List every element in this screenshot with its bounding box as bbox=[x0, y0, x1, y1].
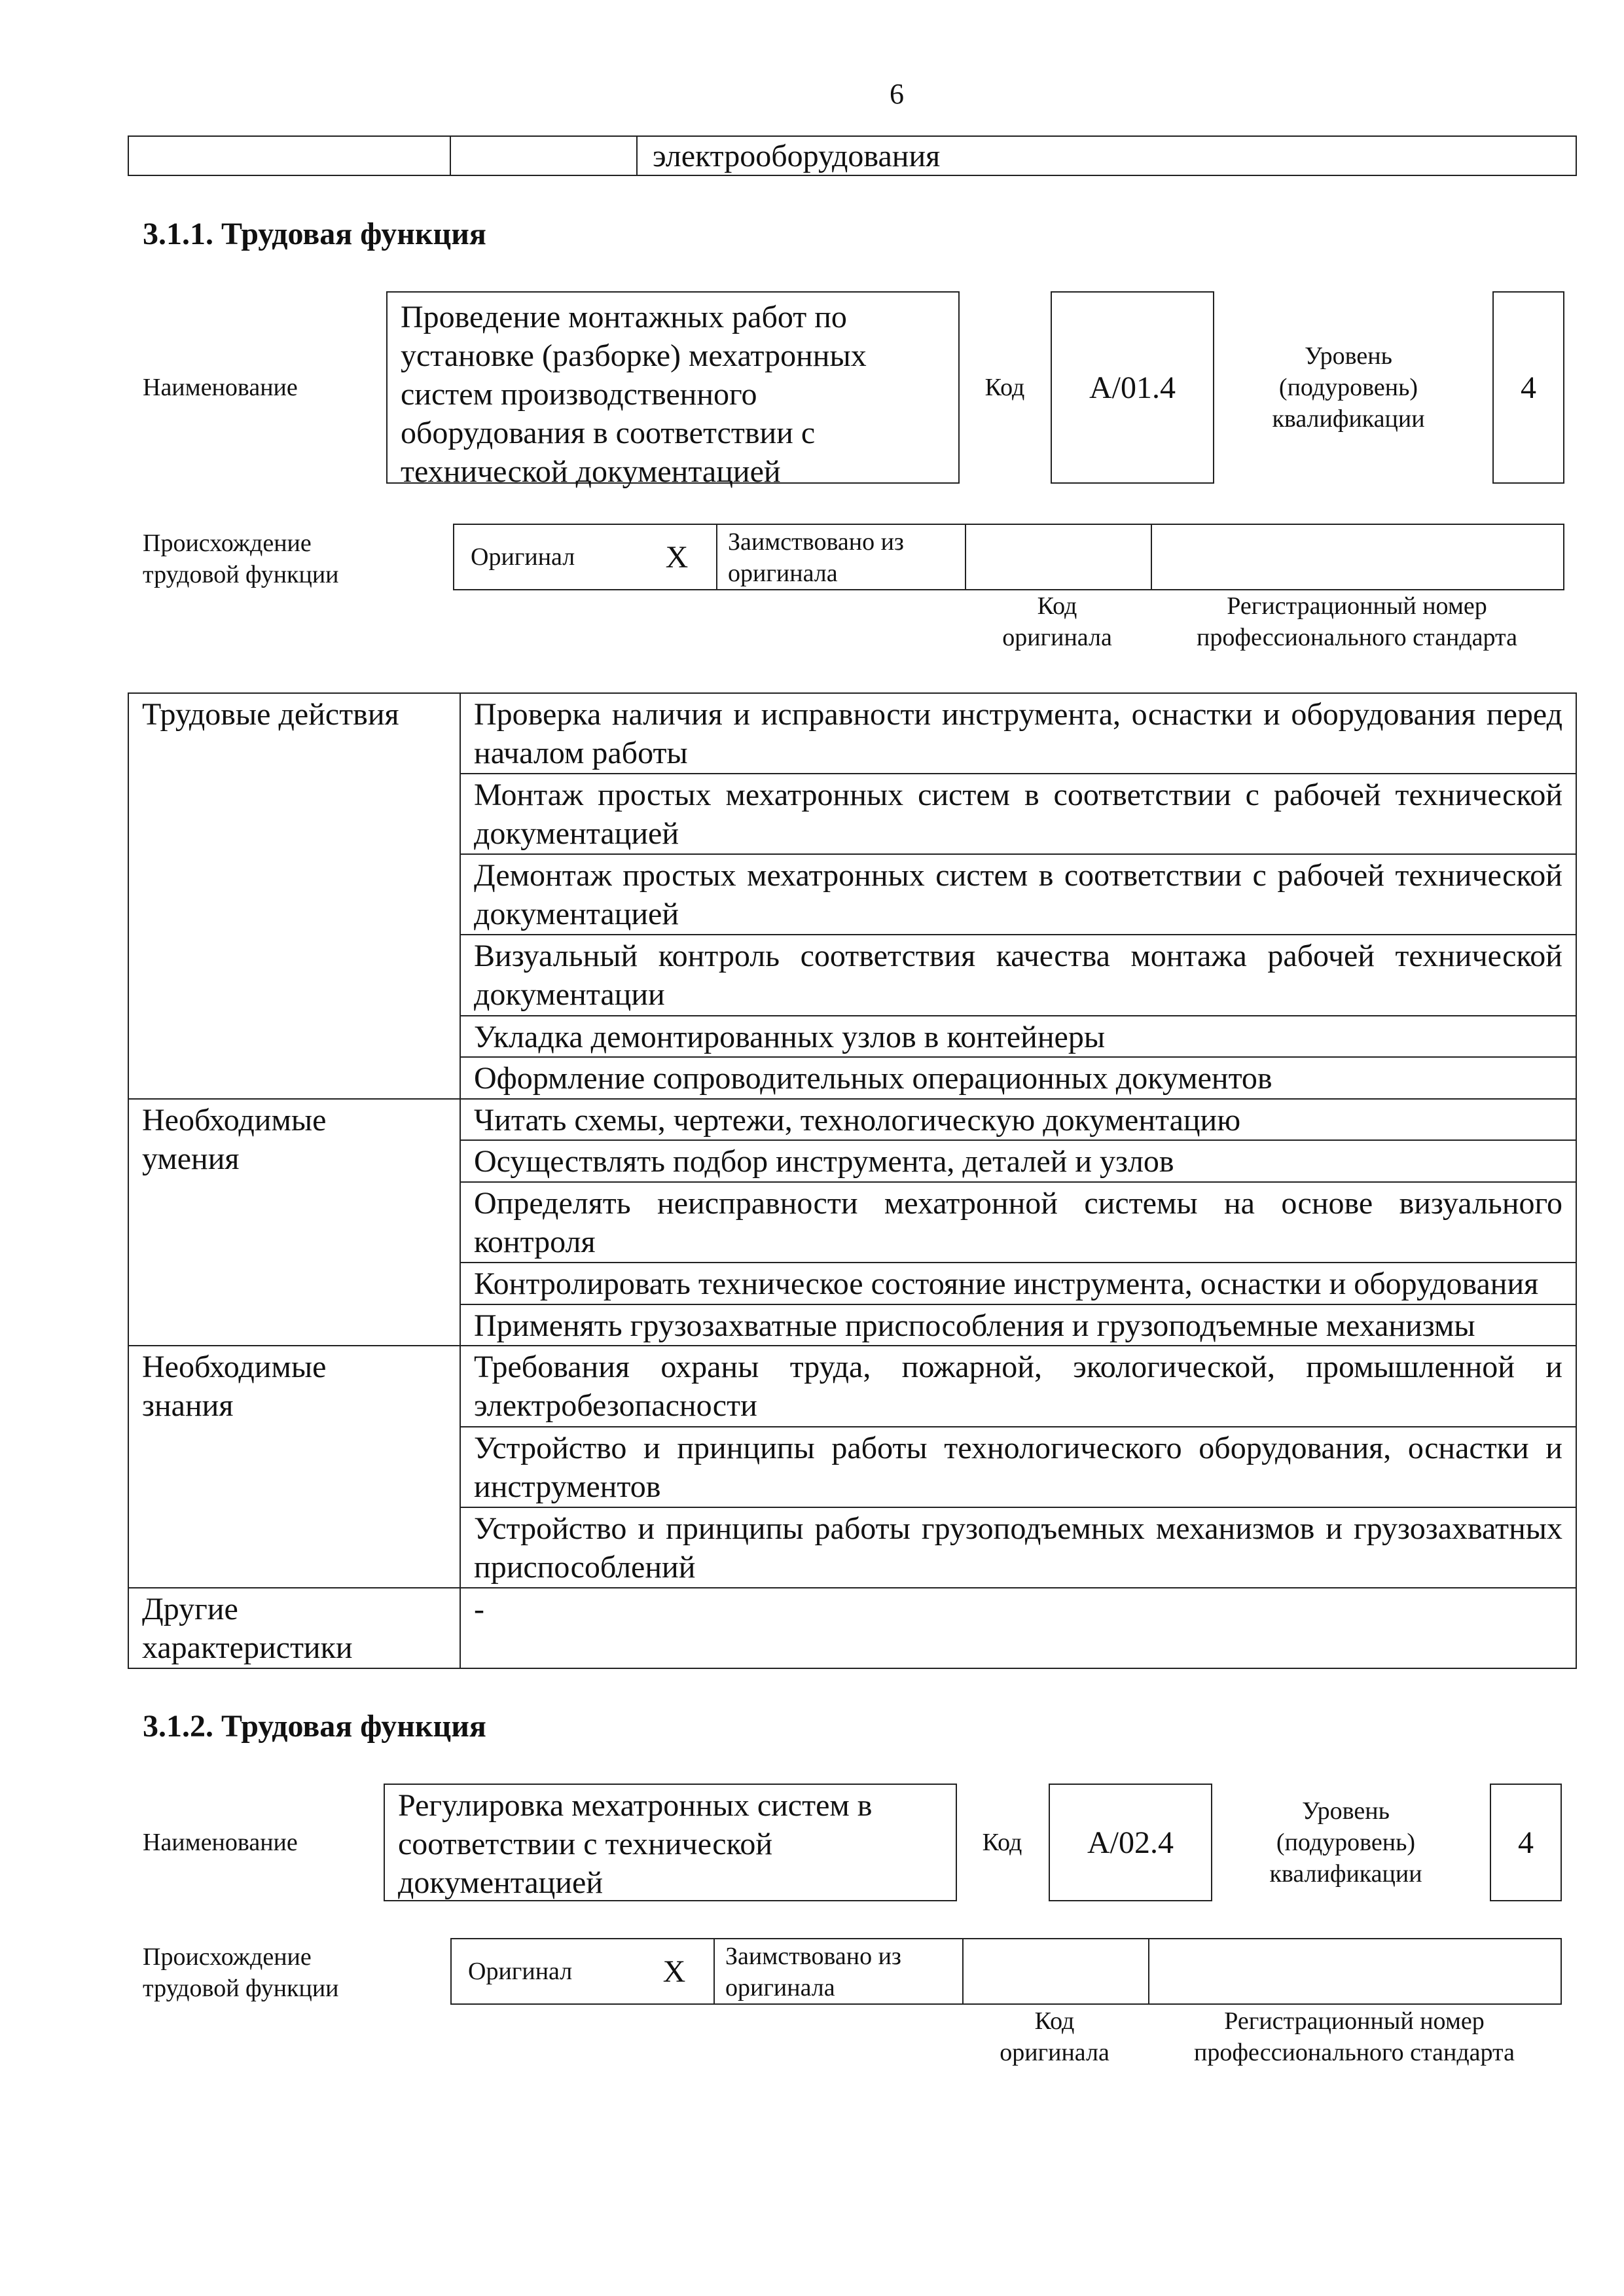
prev-table-row bbox=[128, 135, 1577, 176]
level-label-line: Уровень bbox=[1305, 342, 1392, 370]
origin-label bbox=[143, 528, 339, 590]
function-name-line: документацией bbox=[398, 1865, 604, 1900]
other-label-line: Другие bbox=[142, 1591, 238, 1626]
skills-label-line: умения bbox=[142, 1141, 240, 1176]
actions-label: Трудовые действия bbox=[128, 693, 460, 1099]
original-label: Оригинал bbox=[471, 543, 575, 571]
characteristics-table bbox=[128, 692, 1577, 1669]
knowledge-label bbox=[128, 1346, 460, 1587]
level-label-line: квалификации bbox=[1272, 405, 1425, 433]
other-value: - bbox=[460, 1588, 1576, 1668]
prev-table-cell: электрооборудования bbox=[653, 139, 941, 173]
function-code: A/01.4 bbox=[1051, 291, 1214, 484]
origin-label bbox=[143, 1941, 339, 2004]
borrowed-label-line: Заимствовано из bbox=[725, 1943, 901, 1970]
level-label bbox=[1231, 340, 1466, 435]
level-label bbox=[1228, 1795, 1464, 1890]
table-divider bbox=[450, 137, 451, 175]
page-number: 6 bbox=[890, 78, 904, 110]
table-divider bbox=[962, 1939, 964, 2003]
other-label-line: характеристики bbox=[142, 1630, 353, 1665]
action-item: Демонтаж простых мехатронных систем в соответствии с рабочей технической документацией bbox=[460, 854, 1576, 935]
borrowed-label-line: оригинала bbox=[725, 1974, 835, 2001]
function-name-line: установке (разборке) мехатронных bbox=[401, 338, 867, 373]
table-row bbox=[128, 1346, 1576, 1426]
caption-line: профессионального стандарта bbox=[1197, 624, 1517, 651]
caption-line: Регистрационный номер bbox=[1224, 2007, 1485, 2035]
table-row bbox=[128, 1099, 1576, 1141]
function-name-line: систем производственного bbox=[401, 377, 757, 412]
origin-table bbox=[453, 524, 1564, 590]
level-label-line: Уровень bbox=[1302, 1797, 1390, 1825]
action-item: Оформление сопроводительных операционных документов bbox=[460, 1057, 1576, 1099]
table-divider bbox=[1151, 525, 1152, 589]
caption-line: профессионального стандарта bbox=[1194, 2039, 1515, 2066]
skill-item: Читать схемы, чертежи, технологическую документацию bbox=[460, 1099, 1576, 1141]
action-item: Укладка демонтированных узлов в контейнеры bbox=[460, 1016, 1576, 1058]
table-divider bbox=[965, 525, 966, 589]
origin-label-line: Происхождение bbox=[143, 1943, 312, 1971]
caption-line: Код bbox=[1037, 592, 1077, 620]
knowledge-item: Устройство и принципы работы грузоподъемных механизмов и грузозахватных приспособлений bbox=[460, 1507, 1576, 1588]
caption-line: оригинала bbox=[1002, 624, 1112, 651]
function-name-line: соответствии с технической bbox=[398, 1827, 773, 1861]
skill-item: Контролировать техническое состояние инструмента, оснастки и оборудования bbox=[460, 1263, 1576, 1304]
knowledge-item: Устройство и принципы работы технологического оборудования, оснастки и инструментов bbox=[460, 1427, 1576, 1507]
level-label-line: (подуровень) bbox=[1278, 374, 1418, 401]
other-label bbox=[128, 1588, 460, 1668]
skills-label-line: Необходимые bbox=[142, 1102, 327, 1138]
function-name-box bbox=[384, 1784, 957, 1901]
knowledge-label-line: знания bbox=[142, 1388, 234, 1424]
table-divider bbox=[1148, 1939, 1149, 2003]
reg-number-caption bbox=[1149, 590, 1564, 653]
name-label: Наименование bbox=[143, 374, 298, 401]
qualification-level: 4 bbox=[1490, 1784, 1562, 1901]
function-name-line: оборудования в соответствии с bbox=[401, 416, 816, 450]
borrowed-label bbox=[725, 1941, 901, 2003]
function-name-line: Регулировка мехатронных систем в bbox=[398, 1788, 873, 1823]
code-label: Код bbox=[984, 374, 1025, 401]
skill-item: Определять неисправности мехатронной системы на основе визуального контроля bbox=[460, 1182, 1576, 1263]
function-code: A/02.4 bbox=[1049, 1784, 1212, 1901]
borrowed-label-line: оригинала bbox=[728, 560, 838, 587]
level-label-line: (подуровень) bbox=[1276, 1829, 1416, 1856]
table-divider bbox=[636, 137, 638, 175]
code-original-caption bbox=[961, 2005, 1148, 2068]
table-divider bbox=[713, 1939, 715, 2003]
function-name-line: Проведение монтажных работ по bbox=[401, 300, 847, 334]
original-label: Оригинал bbox=[468, 1958, 573, 1985]
original-mark: X bbox=[665, 539, 689, 575]
skills-label bbox=[128, 1099, 460, 1346]
knowledge-label-line: Необходимые bbox=[142, 1350, 327, 1385]
name-label: Наименование bbox=[143, 1829, 298, 1856]
action-item: Монтаж простых мехатронных систем в соответствии с рабочей технической документацией bbox=[460, 774, 1576, 854]
code-original-caption bbox=[964, 590, 1151, 653]
function-name-line: технической документацией bbox=[401, 454, 781, 489]
caption-line: Регистрационный номер bbox=[1227, 592, 1487, 620]
origin-table bbox=[450, 1938, 1562, 2005]
origin-label-line: трудовой функции bbox=[143, 1975, 339, 2002]
skill-item: Осуществлять подбор инструмента, деталей и узлов bbox=[460, 1140, 1576, 1182]
skill-item: Применять грузозахватные приспособления и грузоподъемные механизмы bbox=[460, 1304, 1576, 1346]
borrowed-label-line: Заимствовано из bbox=[728, 528, 904, 556]
origin-label-line: трудовой функции bbox=[143, 561, 339, 588]
borrowed-label bbox=[728, 526, 904, 589]
function-name-box bbox=[386, 291, 960, 489]
section-heading: 3.1.2. Трудовая функция bbox=[143, 1709, 486, 1744]
reg-number-caption bbox=[1147, 2005, 1562, 2068]
caption-line: Код bbox=[1034, 2007, 1075, 2035]
caption-line: оригинала bbox=[1000, 2039, 1110, 2066]
section-heading: 3.1.1. Трудовая функция bbox=[143, 217, 486, 251]
original-mark: X bbox=[662, 1954, 686, 1989]
action-item: Визуальный контроль соответствия качества монтажа рабочей технической документации bbox=[460, 935, 1576, 1015]
table-row bbox=[128, 693, 1576, 774]
qualification-level: 4 bbox=[1492, 291, 1564, 484]
origin-label-line: Происхождение bbox=[143, 529, 312, 557]
table-row bbox=[128, 1588, 1576, 1668]
knowledge-item: Требования охраны труда, пожарной, экологической, промышленной и электробезопасности bbox=[460, 1346, 1576, 1426]
action-item: Проверка наличия и исправности инструмента, оснастки и оборудования перед началом работы bbox=[460, 693, 1576, 774]
level-label-line: квалификации bbox=[1269, 1860, 1422, 1888]
table-divider bbox=[716, 525, 717, 589]
code-label: Код bbox=[982, 1829, 1022, 1856]
